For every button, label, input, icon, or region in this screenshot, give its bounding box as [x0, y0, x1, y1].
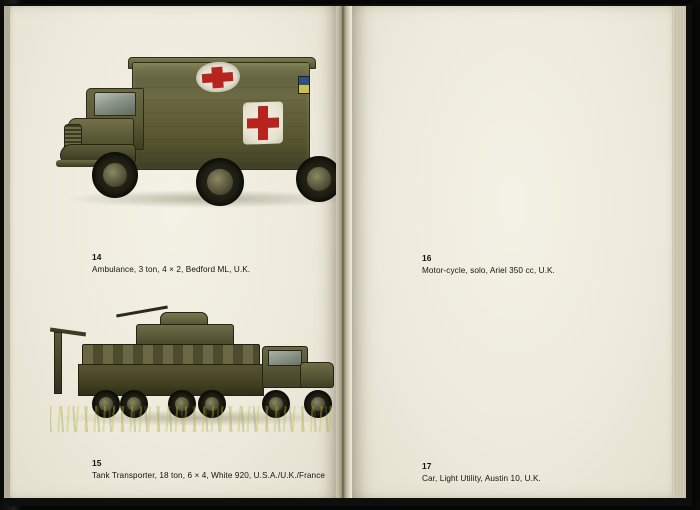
- wheel-mid: [196, 158, 244, 206]
- wheel-front: [92, 152, 138, 198]
- wheel-rear: [296, 156, 336, 202]
- tractor-hood: [300, 362, 334, 388]
- caption-number-15: 15: [92, 458, 102, 468]
- tractor-cab-window: [268, 350, 302, 366]
- page-right: [352, 6, 674, 498]
- page-left: [10, 6, 336, 498]
- caption-text-17: Car, Light Utility, Austin 10, U.K.: [422, 474, 541, 483]
- illustration-tank-transporter: [48, 302, 340, 452]
- caption-number-17: 17: [422, 461, 432, 471]
- crane-post: [54, 332, 62, 394]
- caption-text-16: Motor-cycle, solo, Ariel 350 cc, U.K.: [422, 266, 555, 275]
- caption-text-14: Ambulance, 3 ton, 4 × 2, Bedford ML, U.K.: [92, 265, 251, 274]
- page-edge-right: [672, 6, 686, 498]
- book-gutter: [336, 6, 352, 498]
- caption-plate-15: [92, 458, 325, 481]
- caption-plate-17: [422, 461, 541, 484]
- caption-number-16: 16: [422, 253, 432, 263]
- unit-flash-marking: [298, 76, 310, 94]
- red-cross-side-marking: [243, 101, 283, 144]
- cab-window: [94, 92, 136, 116]
- illustration-ambulance: [50, 40, 336, 240]
- caption-plate-16: [422, 253, 555, 276]
- caption-plate-14: [92, 252, 250, 275]
- caption-number-14: 14: [92, 252, 102, 262]
- caption-text-15: Tank Transporter, 18 ton, 6 × 4, White 920, U.S.A./U.K./France: [92, 471, 326, 480]
- ground-grass-strokes: [50, 406, 340, 432]
